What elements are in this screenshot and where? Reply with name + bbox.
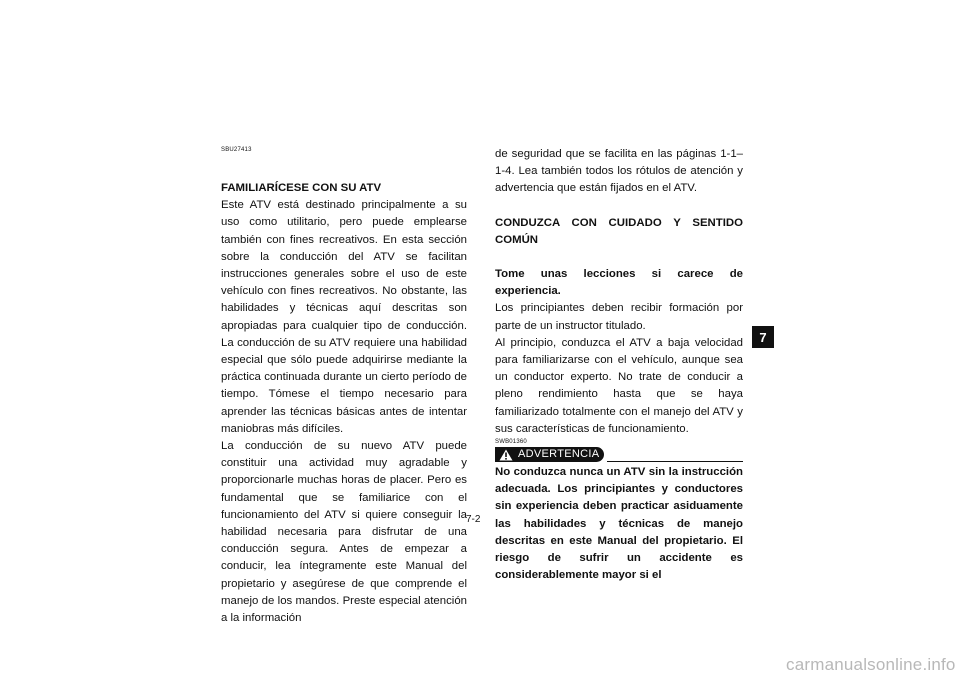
section-code: SBU27413 bbox=[221, 147, 252, 153]
left-column bbox=[221, 146, 467, 627]
warning-label: ADVERTENCIA bbox=[518, 447, 600, 460]
chapter-tab: 7 bbox=[752, 326, 774, 348]
watermark-text: carmanualsonline.info bbox=[786, 655, 956, 674]
section-heading: FAMILIARÍCESE CON SU ATV bbox=[221, 182, 382, 194]
subheading: Tome unas lecciones si carece de experiencia. bbox=[495, 268, 743, 298]
warning-text: No conduzca nunca un ATV sin la instrucción adecuada. Los principiantes y conductores sin experiencia deben practicar asiduamente las habilidades y técnicas de manejo descritas en este Manual del propietario. El riesgo de sufrir un accidente es considerablemente mayor si el bbox=[495, 466, 743, 582]
body-paragraph-2: La conducción de su nuevo ATV puede constituir una actividad muy agradable y proporcionarle muchas horas de placer. Pero es fundamental que se familiarice con el funcionamiento del ATV si quiere conseguir la habilidad necesaria para disfrutar de una conducción segura. Antes de empezar a conducir, lea íntegramente este Manual del propietario y asegúrese de que comprende el manejo de los mandos. Preste especial atención a la información bbox=[221, 440, 467, 625]
right-column bbox=[495, 146, 743, 584]
warning-code: SWB01360 bbox=[495, 439, 527, 446]
body-paragraph-3: Los principiantes deben recibir formación por parte de un instructor titulado. bbox=[495, 302, 743, 332]
warning-header bbox=[495, 447, 743, 462]
warning-badge bbox=[495, 447, 604, 462]
warning-rule bbox=[607, 461, 743, 462]
continuation-paragraph: de seguridad que se facilita en las páginas 1-1–1-4. Lea también todos los rótulos de atención y advertencia que están fijados en el ATV. bbox=[495, 148, 743, 195]
body-paragraph-4: Al principio, conduzca el ATV a baja velocidad para familiarizarse con el vehículo, aunque sea un conductor experto. No trate de conducir a pleno rendimiento hasta que se haya familiarizado totalmente con el manejo del ATV y sus características de funcionamiento. bbox=[495, 336, 743, 435]
warning-triangle-icon bbox=[499, 449, 513, 461]
body-paragraph-1: Este ATV está destinado principalmente a su uso como utilitario, pero puede emplearse también con fines recreativos. En esta sección sobre la conducción del ATV se facilitan instrucciones generales sobre el uso de este vehículo con fines recreativos. No obstante, las habilidades y técnicas aquí descritas son apropiadas para cualquier tipo de conducción. La conducción de su ATV requiere una habilidad especial que sólo puede adquirirse mediante la práctica continuada durante un cierto período de tiempo. Tómese el tiempo necesario para aprender las técnicas básicas antes de intentar maniobras más difíciles. bbox=[221, 199, 467, 435]
page-number: 7-2 bbox=[466, 514, 481, 525]
section-heading-2: CONDUZCA CON CUIDADO Y SENTIDO COMÚN bbox=[495, 216, 743, 246]
